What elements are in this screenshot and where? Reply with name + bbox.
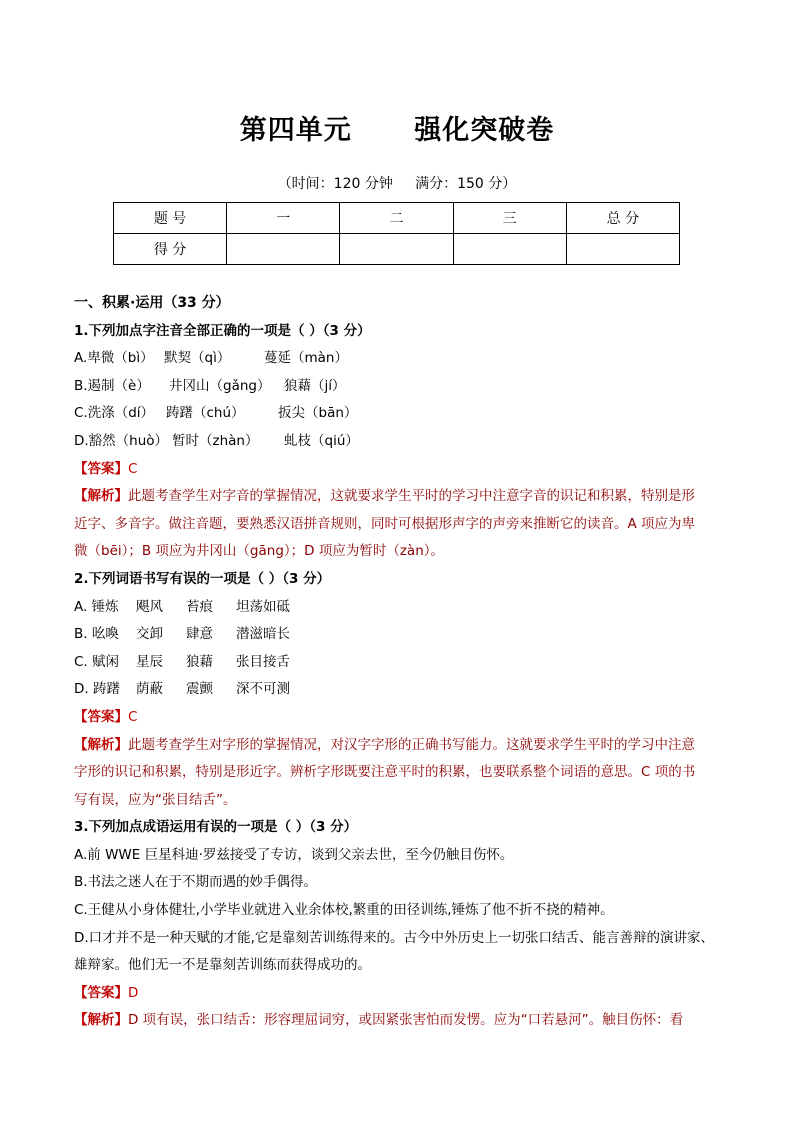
analysis-text: 字形的识记和积累，特别是形近字。辨析字形既要注意平时的积累，也要联系整个词语的意思。C 项的书	[74, 764, 696, 781]
option-item: D.豁然（huò）	[74, 432, 169, 449]
option-line: D.口才并不是一种天赋的才能,它是靠刻苦训练得来的。古今中外历史上一切张口结舌、能言善辩的演讲家、	[74, 929, 714, 946]
option-item: C. 赋闲	[74, 653, 120, 670]
answer-line	[74, 456, 724, 484]
score-cell-part1: 一	[227, 203, 340, 234]
answer-tag: 【答案】	[74, 460, 128, 477]
option-item: 星辰	[136, 653, 163, 670]
option-item: 飓风	[136, 598, 163, 615]
option-line: 雄辩家。他们无一不是靠刻苦训练而获得成功的。	[74, 957, 371, 974]
option-item: 苔痕	[186, 598, 213, 615]
score-blank	[453, 234, 566, 265]
option-item: 默契（qì）	[164, 350, 231, 367]
option-row	[74, 649, 724, 677]
answer-value: C	[128, 708, 138, 725]
option-item: C.洗涤（dí）	[74, 405, 155, 422]
option-row	[74, 621, 724, 649]
option-line: A.前 WWE 巨星科迪·罗兹接受了专访，谈到父亲去世，至今仍触目伤怀。	[74, 846, 514, 863]
question-stem: 1.下列加点字注音全部正确的一项是（ ）（3 分）	[74, 322, 371, 339]
option-item: 井冈山（gǎng）	[169, 377, 271, 394]
score-table-header-row	[114, 203, 680, 234]
option-item: 狼藉	[186, 653, 213, 670]
analysis-tag: 【解析】	[74, 488, 128, 505]
option-item: 荫蔽	[136, 681, 163, 698]
option-item: 张目接舌	[236, 653, 290, 670]
analysis-line	[74, 1007, 724, 1035]
option-row	[74, 428, 724, 456]
question-stem: 2.下列词语书写有误的一项是（ ）（3 分）	[74, 570, 331, 587]
option-row	[74, 345, 724, 373]
option-item: 踌躇（chú）	[166, 405, 245, 422]
option-item: 狼藉（jí）	[284, 377, 346, 394]
option-row	[74, 400, 724, 428]
option-item: 蔓延（màn）	[264, 350, 348, 367]
score-cell-label: 题 号	[114, 203, 227, 234]
score-blank	[340, 234, 453, 265]
score-cell-part3: 三	[453, 203, 566, 234]
answer-tag: 【答案】	[74, 708, 128, 725]
option-item: 交卸	[136, 626, 163, 643]
answer-tag: 【答案】	[74, 984, 128, 1001]
answer-value: D	[128, 984, 139, 1001]
option-item: 暂时（zhàn）	[172, 432, 259, 449]
analysis-text: D 项有误，张口结舌：形容理屈词穷，或因紧张害怕而发愣。应为“口若悬河”。触目伤怀：看	[128, 1012, 684, 1029]
section-title: 一、积累·运用（33 分）	[74, 295, 230, 311]
exam-meta: （时间：120 分钟 满分：150 分）	[277, 176, 517, 192]
page-title: 第四单元 强化突破卷	[239, 115, 555, 146]
option-line: C.王健从小身体健壮,小学毕业就进入业余体校,繁重的田径训练,锤炼了他不折不挠的精神。	[74, 902, 614, 919]
option-item: 深不可测	[236, 681, 290, 698]
question-stem: 3.下列加点成语运用有误的一项是（ ）（3 分）	[74, 819, 358, 836]
answer-line	[74, 704, 724, 732]
option-item: B.遏制（è）	[74, 377, 150, 394]
analysis-text: 写有误，应为“张目结舌”。	[74, 791, 237, 808]
analysis-text: 近字、多音字。做注音题，要熟悉汉语拼音规则，同时可根据形声字的声旁来推断它的读音。A 项应为卑	[74, 515, 696, 532]
analysis-tag: 【解析】	[74, 1012, 128, 1029]
analysis-line	[74, 483, 724, 511]
option-line: B.书法之迷人在于不期而遇的妙手偶得。	[74, 874, 318, 891]
answer-value: C	[128, 460, 138, 477]
option-item: A.卑微（bì）	[74, 350, 154, 367]
option-item: D. 踌躇	[74, 681, 120, 698]
option-item: 虬枝（qiú）	[284, 432, 359, 449]
option-row	[74, 676, 724, 704]
score-table-score-row	[114, 234, 680, 265]
score-cell-part2: 二	[340, 203, 453, 234]
option-item: 坦荡如砥	[236, 598, 290, 615]
score-blank	[227, 234, 340, 265]
analysis-tag: 【解析】	[74, 736, 128, 753]
analysis-text: 此题考查学生对字形的掌握情况，对汉字字形的正确书写能力。这就要求学生平时的学习中注意	[128, 736, 695, 753]
option-item: 扳尖（bān）	[278, 405, 358, 422]
score-row-label: 得 分	[114, 234, 227, 265]
option-row	[74, 594, 724, 622]
option-item: 震颤	[186, 681, 213, 698]
option-item: 肆意	[186, 626, 213, 643]
analysis-text: 此题考查学生对字音的掌握情况，这就要求学生平时的学习中注意字音的识记和积累，特别是形	[128, 488, 695, 505]
score-cell-total: 总 分	[566, 203, 679, 234]
option-item: A. 锤炼	[74, 598, 119, 615]
option-item: 潜滋暗长	[236, 626, 290, 643]
exam-content	[74, 290, 724, 1035]
option-item: B. 吆喚	[74, 626, 119, 643]
analysis-text: 微（bēi）；B 项应为井冈山（gāng）；D 项应为暂时（zàn）。	[74, 543, 444, 560]
answer-line	[74, 980, 724, 1008]
option-row	[74, 373, 724, 401]
score-table	[113, 202, 680, 265]
analysis-line	[74, 732, 724, 760]
score-blank	[566, 234, 679, 265]
